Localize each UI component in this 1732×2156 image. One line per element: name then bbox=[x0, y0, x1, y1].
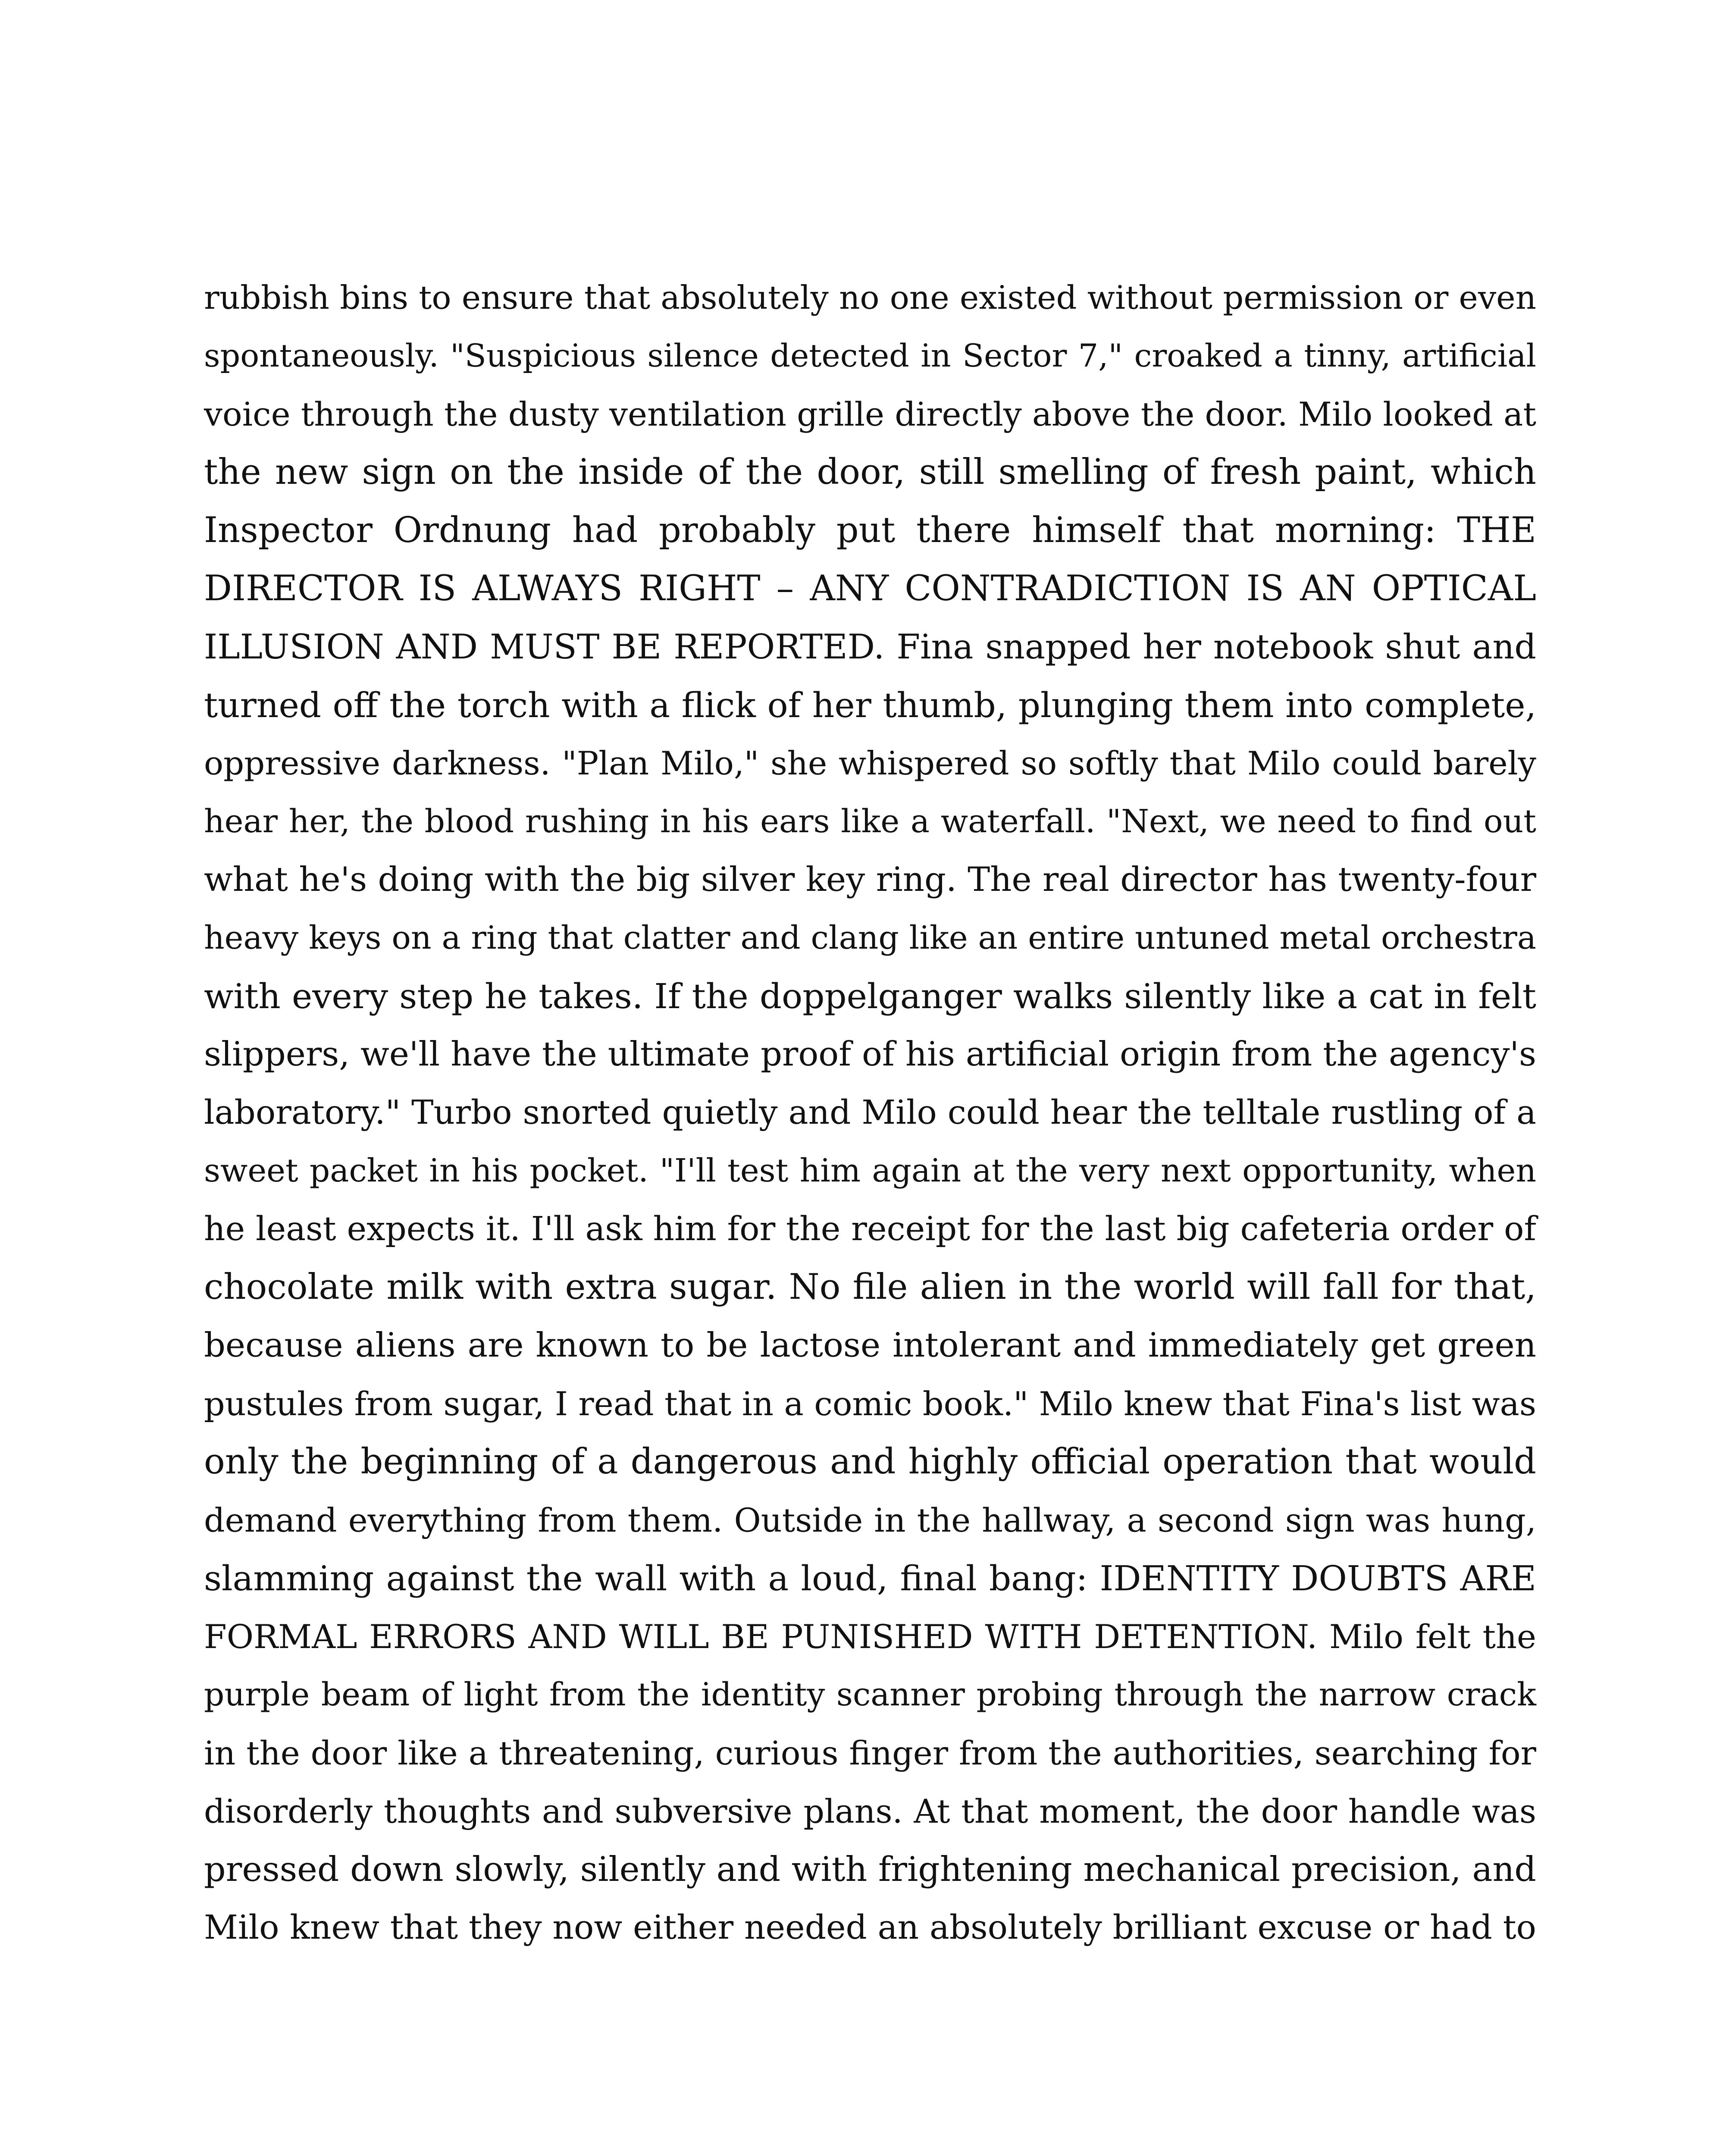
text-line: Milo knew that they now either needed an absolutely brilliant excuse or had to bbox=[204, 1908, 1536, 1947]
text-line: what he's doing with the big silver key ring. The real director has twenty-four bbox=[204, 860, 1536, 899]
text-line: pressed down slowly, silently and with frightening mechanical precision, and bbox=[204, 1849, 1536, 1889]
text-line: the new sign on the inside of the door, still smelling of fresh paint, which bbox=[204, 452, 1536, 492]
text-line: he least expects it. I'll ask him for the receipt for the last big cafeteria order of bbox=[204, 1210, 1536, 1248]
text-line: because aliens are known to be lactose intolerant and immediately get green bbox=[204, 1326, 1536, 1365]
text-line: Inspector Ordnung had probably put there himself that morning: THE bbox=[204, 510, 1536, 551]
text-line: in the door like a threatening, curious finger from the authorities, searching for bbox=[204, 1734, 1536, 1772]
text-line: pustules from sugar, I read that in a comic book." Milo knew that Fina's list was bbox=[204, 1385, 1536, 1423]
text-line: FORMAL ERRORS AND WILL BE PUNISHED WITH DETENTION. Milo felt the bbox=[204, 1617, 1536, 1656]
text-line: slamming against the wall with a loud, final bang: IDENTITY DOUBTS ARE bbox=[204, 1558, 1536, 1598]
text-line: disorderly thoughts and subversive plans. At that moment, the door handle was bbox=[204, 1792, 1536, 1830]
text-line: sweet packet in his pocket. "I'll test him again at the very next opportunity, when bbox=[204, 1152, 1536, 1189]
text-line: turned off the torch with a flick of her thumb, plunging them into complete, bbox=[204, 685, 1536, 725]
text-line: rubbish bins to ensure that absolutely no one existed without permission or even bbox=[204, 279, 1536, 317]
text-line: DIRECTOR IS ALWAYS RIGHT – ANY CONTRADICTION IS AN OPTICAL bbox=[204, 568, 1536, 609]
body-text bbox=[204, 269, 1536, 1957]
text-line: chocolate milk with extra sugar. No file alien in the world will fall for that, bbox=[204, 1267, 1536, 1307]
text-line: laboratory." Turbo snorted quietly and Milo could hear the telltale rustling of a bbox=[204, 1094, 1536, 1132]
text-line: with every step he takes. If the doppelganger walks silently like a cat in felt bbox=[204, 976, 1536, 1016]
text-line: purple beam of light from the identity scanner probing through the narrow crack bbox=[204, 1676, 1536, 1713]
text-line: ILLUSION AND MUST BE REPORTED. Fina snapped her notebook shut and bbox=[204, 627, 1536, 667]
text-line: demand everything from them. Outside in the hallway, a second sign was hung, bbox=[204, 1501, 1536, 1539]
text-line: voice through the dusty ventilation grille directly above the door. Milo looked at bbox=[204, 395, 1536, 433]
text-line: heavy keys on a ring that clatter and clang like an entire untuned metal orchestra bbox=[204, 919, 1536, 956]
text-line: oppressive darkness. "Plan Milo," she whispered so softly that Milo could barely bbox=[204, 744, 1536, 782]
text-line: only the beginning of a dangerous and highly official operation that would bbox=[204, 1442, 1536, 1482]
text-line: slippers, we'll have the ultimate proof of his artificial origin from the agency's bbox=[204, 1035, 1536, 1074]
text-line: spontaneously. "Suspicious silence detected in Sector 7," croaked a tinny, artificial bbox=[204, 338, 1536, 374]
text-line: hear her, the blood rushing in his ears like a waterfall. "Next, we need to find out bbox=[204, 803, 1536, 840]
